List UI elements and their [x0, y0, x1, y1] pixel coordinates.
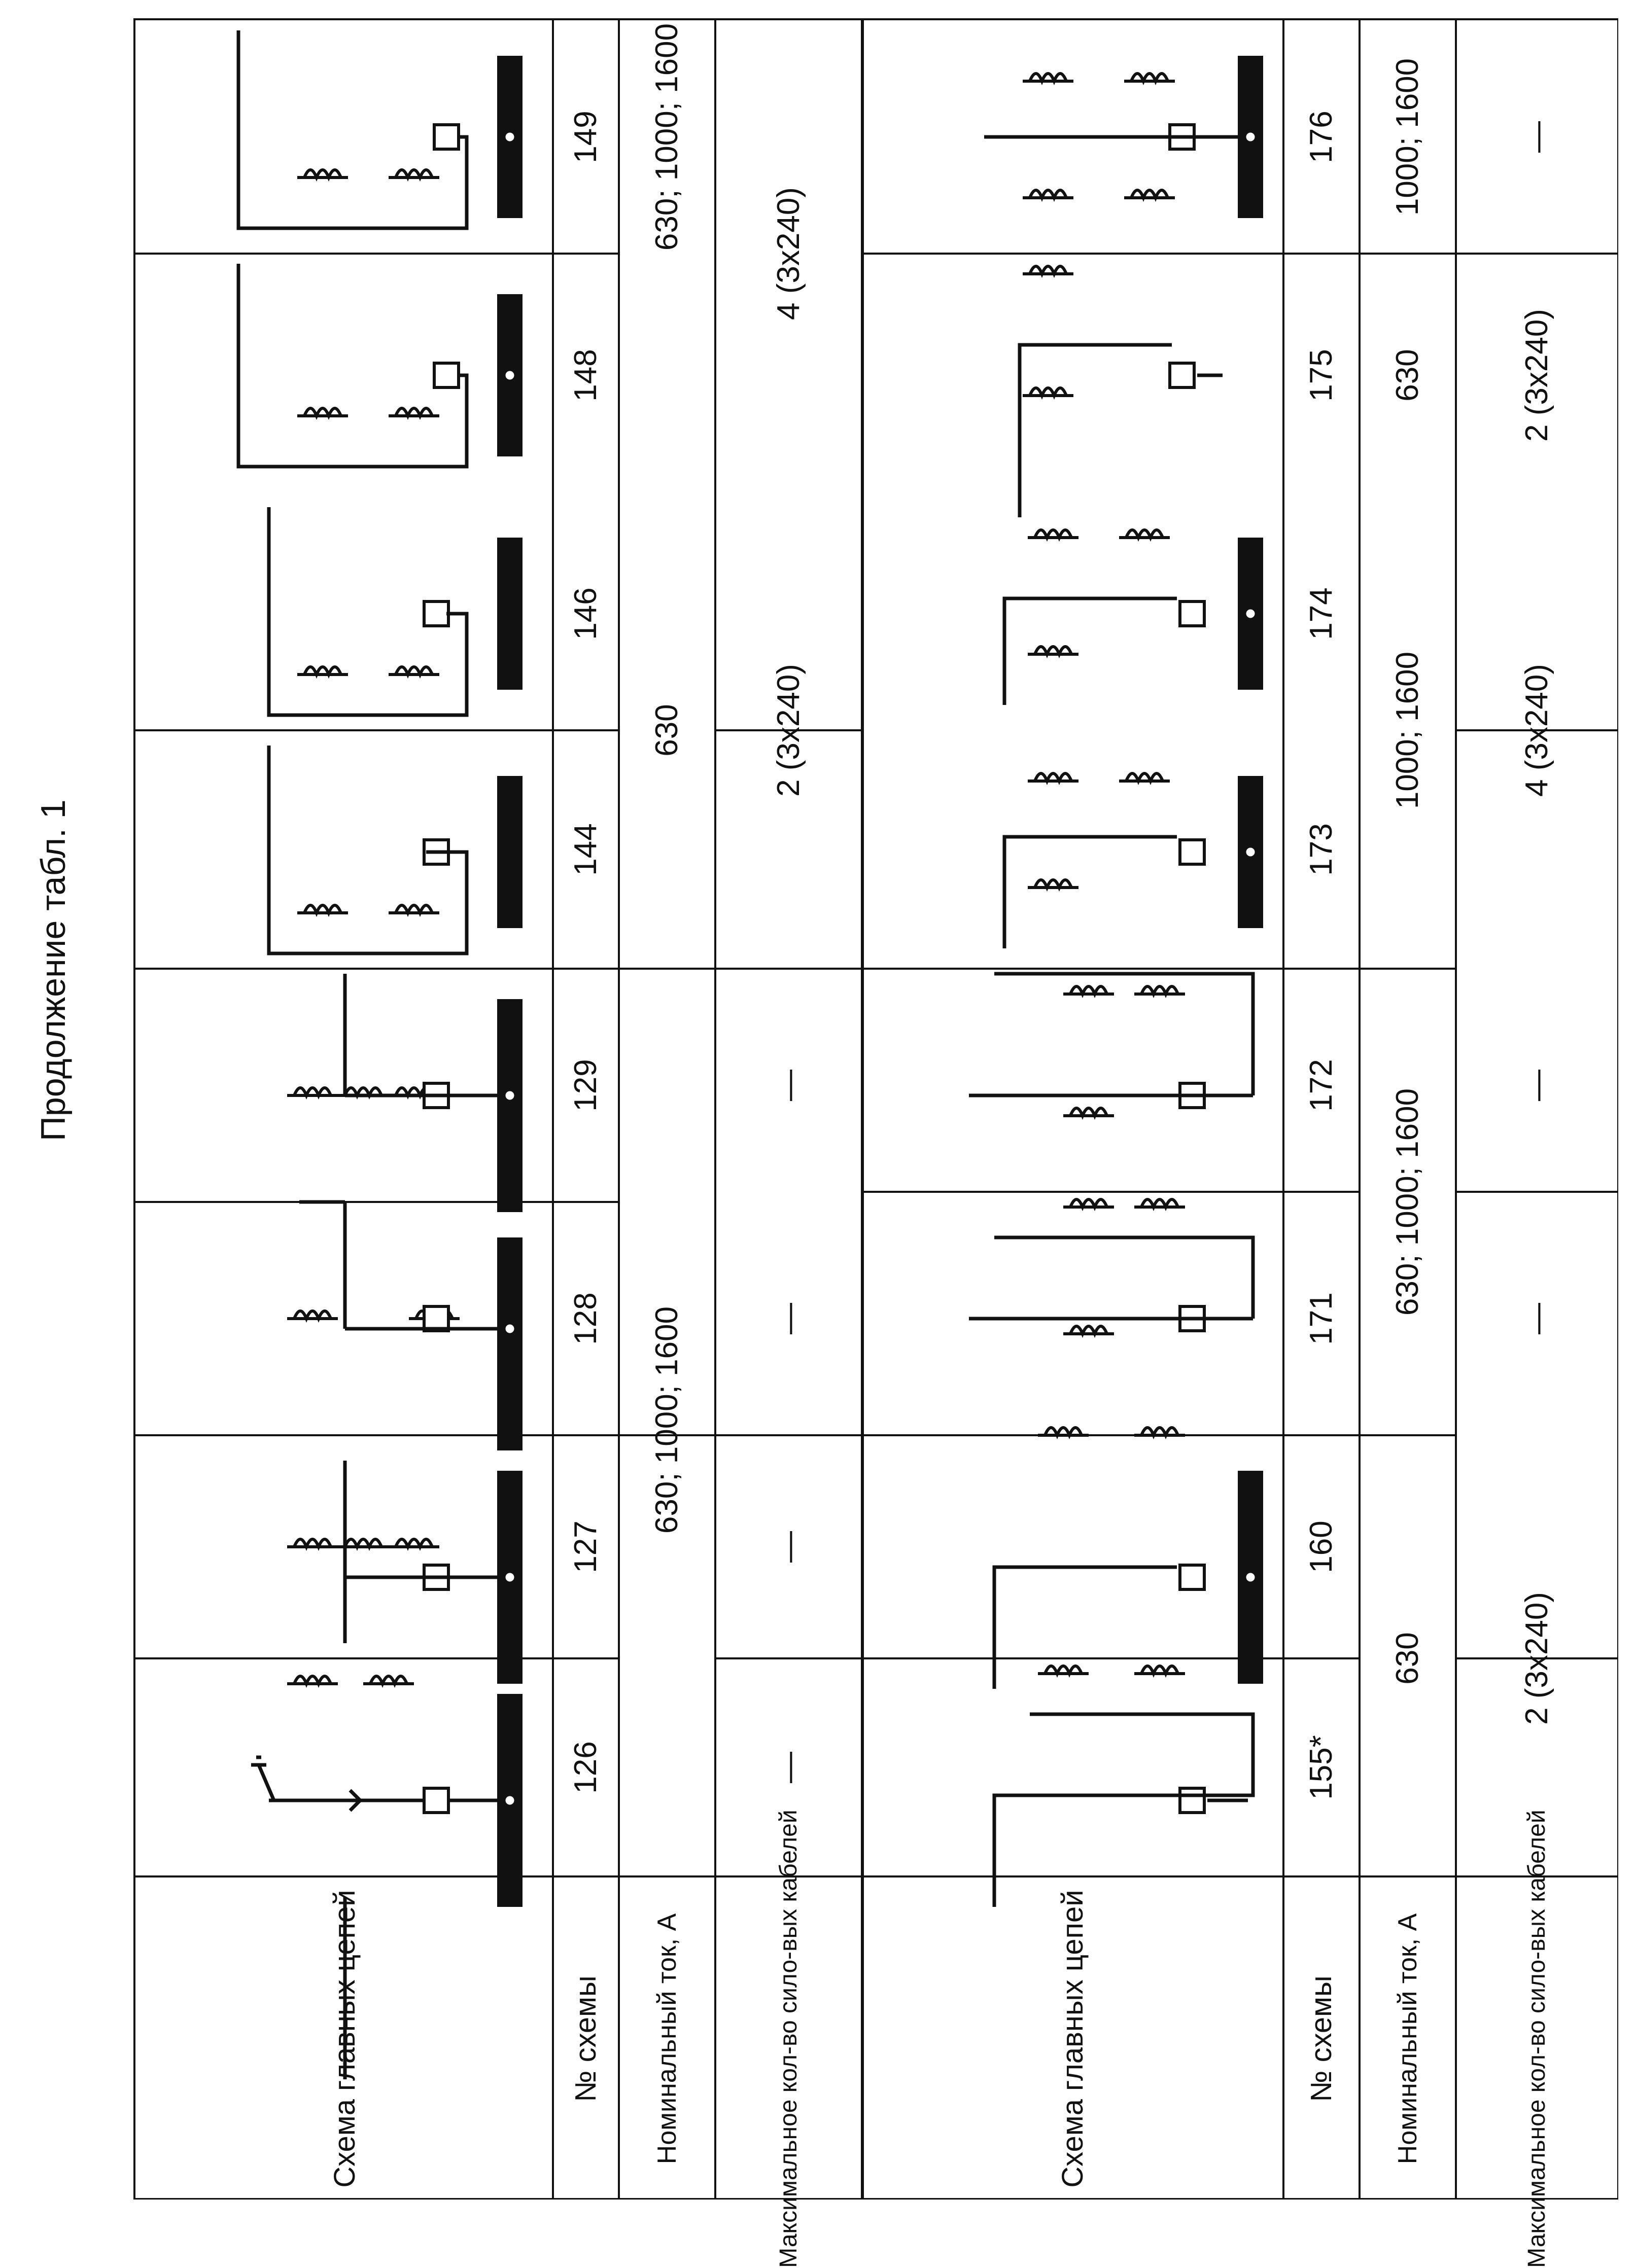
scheme-174-icon: [1004, 538, 1263, 705]
scheme-number: 127: [568, 1520, 603, 1573]
current-value: 1000; 1600: [1389, 651, 1425, 809]
scheme-number: 174: [1303, 587, 1339, 640]
scheme-number: 144: [568, 823, 603, 876]
cable-value: —: [771, 1303, 806, 1334]
scheme-155-icon: [994, 1714, 1253, 1907]
coil-icon: [1119, 773, 1170, 781]
breaker-square-icon: [434, 125, 459, 149]
scheme-number: 173: [1303, 823, 1339, 876]
coil-icon: [1063, 1326, 1114, 1334]
cable-value: —: [1519, 1070, 1554, 1101]
coil-icon: [1134, 986, 1185, 994]
cable-value: 2 (3x240): [771, 664, 806, 797]
coil-icon: [287, 1088, 338, 1095]
coil-icon: [1124, 190, 1175, 198]
table: [132, 0, 1618, 2268]
breaker-square-icon: [1180, 601, 1204, 626]
row-label-number-bottom: № схемы: [1305, 1975, 1338, 2102]
coil-icon: [1134, 1199, 1185, 1207]
circuit-schematics: [132, 0, 1618, 2200]
coil-icon: [389, 408, 439, 416]
current-value: 630: [1389, 349, 1425, 402]
scheme-126-parts: [251, 1757, 370, 1811]
current-value: 630; 1000; 1600: [1389, 1088, 1425, 1316]
scheme-173-icon: [1004, 776, 1263, 948]
coil-icon: [1038, 1666, 1089, 1674]
scheme-number: 155*: [1303, 1735, 1339, 1800]
coil-icon: [287, 1311, 338, 1319]
scheme-number: 171: [1303, 1292, 1339, 1345]
coil-icon: [297, 905, 348, 913]
row-label-current: Номинальный ток, А: [652, 1913, 682, 2165]
scheme-146-icon: [269, 507, 523, 715]
scheme-148-icon: [238, 264, 523, 467]
scheme-number: 146: [568, 587, 603, 640]
coil-icon: [389, 170, 439, 178]
coil-icon: [1134, 1428, 1185, 1435]
scheme-number: 160: [1303, 1520, 1339, 1573]
coil-icon: [1119, 530, 1170, 538]
coil-icon: [389, 1539, 439, 1547]
current-value: 1000; 1600: [1389, 58, 1425, 216]
scheme-number: 126: [568, 1741, 603, 1794]
coil-icon: [287, 1539, 338, 1547]
coil-icon: [1063, 1108, 1114, 1116]
scheme-171-icon: [969, 1237, 1253, 1319]
row-label-cables-bottom: Максимальное кол-во сило-вых кабелей: [1523, 1810, 1551, 2268]
breaker-square-icon: [1170, 363, 1194, 387]
coil-icon: [1028, 530, 1078, 538]
coil-icon: [297, 170, 348, 178]
scheme-number: 129: [568, 1059, 603, 1112]
scheme-number: 148: [568, 349, 603, 402]
cable-value: 4 (3x240): [771, 187, 806, 320]
cable-value: —: [771, 1752, 806, 1783]
scheme-128-icon: [299, 1202, 523, 1450]
coil-icon: [1023, 190, 1073, 198]
row-label-number: № схемы: [569, 1975, 603, 2102]
row-label-cables: Максимальное кол-во сило-вых кабелей: [775, 1810, 803, 2268]
page-title: Продолжение табл. 1: [34, 799, 73, 1141]
scheme-number: 176: [1303, 111, 1339, 163]
current-value: 630: [1389, 1632, 1425, 1685]
coil-icon: [1023, 266, 1073, 274]
row-label-current-bottom: Номинальный ток, А: [1393, 1913, 1422, 2165]
cable-value: 2 (3x240): [1519, 309, 1554, 442]
coil-icon: [1028, 647, 1078, 654]
coil-icon: [1063, 986, 1114, 994]
coil-icon: [297, 667, 348, 675]
coil-icon: [389, 905, 439, 913]
coil-icon: [1134, 1666, 1185, 1674]
breaker-square-icon: [1180, 840, 1204, 864]
cable-value: —: [1519, 121, 1554, 153]
scheme-number: 175: [1303, 349, 1339, 402]
scheme-160-icon: [994, 1471, 1263, 1689]
current-value: 630: [649, 704, 684, 757]
scheme-149-icon: [238, 30, 523, 228]
coil-icon: [297, 408, 348, 416]
coil-icon: [1124, 74, 1175, 81]
coil-icon: [287, 1676, 338, 1684]
cable-value: 4 (3x240): [1519, 664, 1554, 797]
coil-icon: [1028, 773, 1078, 781]
coil-icon: [1038, 1428, 1089, 1435]
coil-icon: [1028, 880, 1078, 888]
coil-icon: [1023, 388, 1073, 396]
row-label-schema-bottom: Схема главных цепей: [1056, 1890, 1090, 2188]
row-label-schema: Схема главных цепей: [328, 1890, 362, 2188]
coil-icon: [1023, 74, 1073, 81]
scheme-number: 128: [568, 1292, 603, 1345]
coil-icon: [389, 667, 439, 675]
current-value: 630; 1000; 1600: [649, 23, 684, 251]
breaker-square-icon: [1180, 1565, 1204, 1589]
breaker-square-icon: [1180, 1788, 1204, 1813]
coil-icon: [363, 1676, 414, 1684]
cable-value: —: [771, 1070, 806, 1101]
breaker-square-icon: [434, 363, 459, 387]
scheme-144-icon: [269, 746, 523, 953]
cable-value: 2 (3x240): [1519, 1592, 1554, 1725]
coil-icon: [1063, 1199, 1114, 1207]
scheme-126-icon: [345, 1694, 523, 2079]
scheme-number: 149: [568, 111, 603, 163]
breaker-square-icon: [424, 1788, 448, 1813]
cable-value: —: [771, 1531, 806, 1563]
breaker-square-icon: [424, 601, 448, 626]
cable-value: —: [1519, 1303, 1554, 1334]
current-value: 630; 1000; 1600: [649, 1306, 684, 1534]
scheme-number: 172: [1303, 1059, 1339, 1112]
scheme-172-icon: [969, 974, 1253, 1095]
